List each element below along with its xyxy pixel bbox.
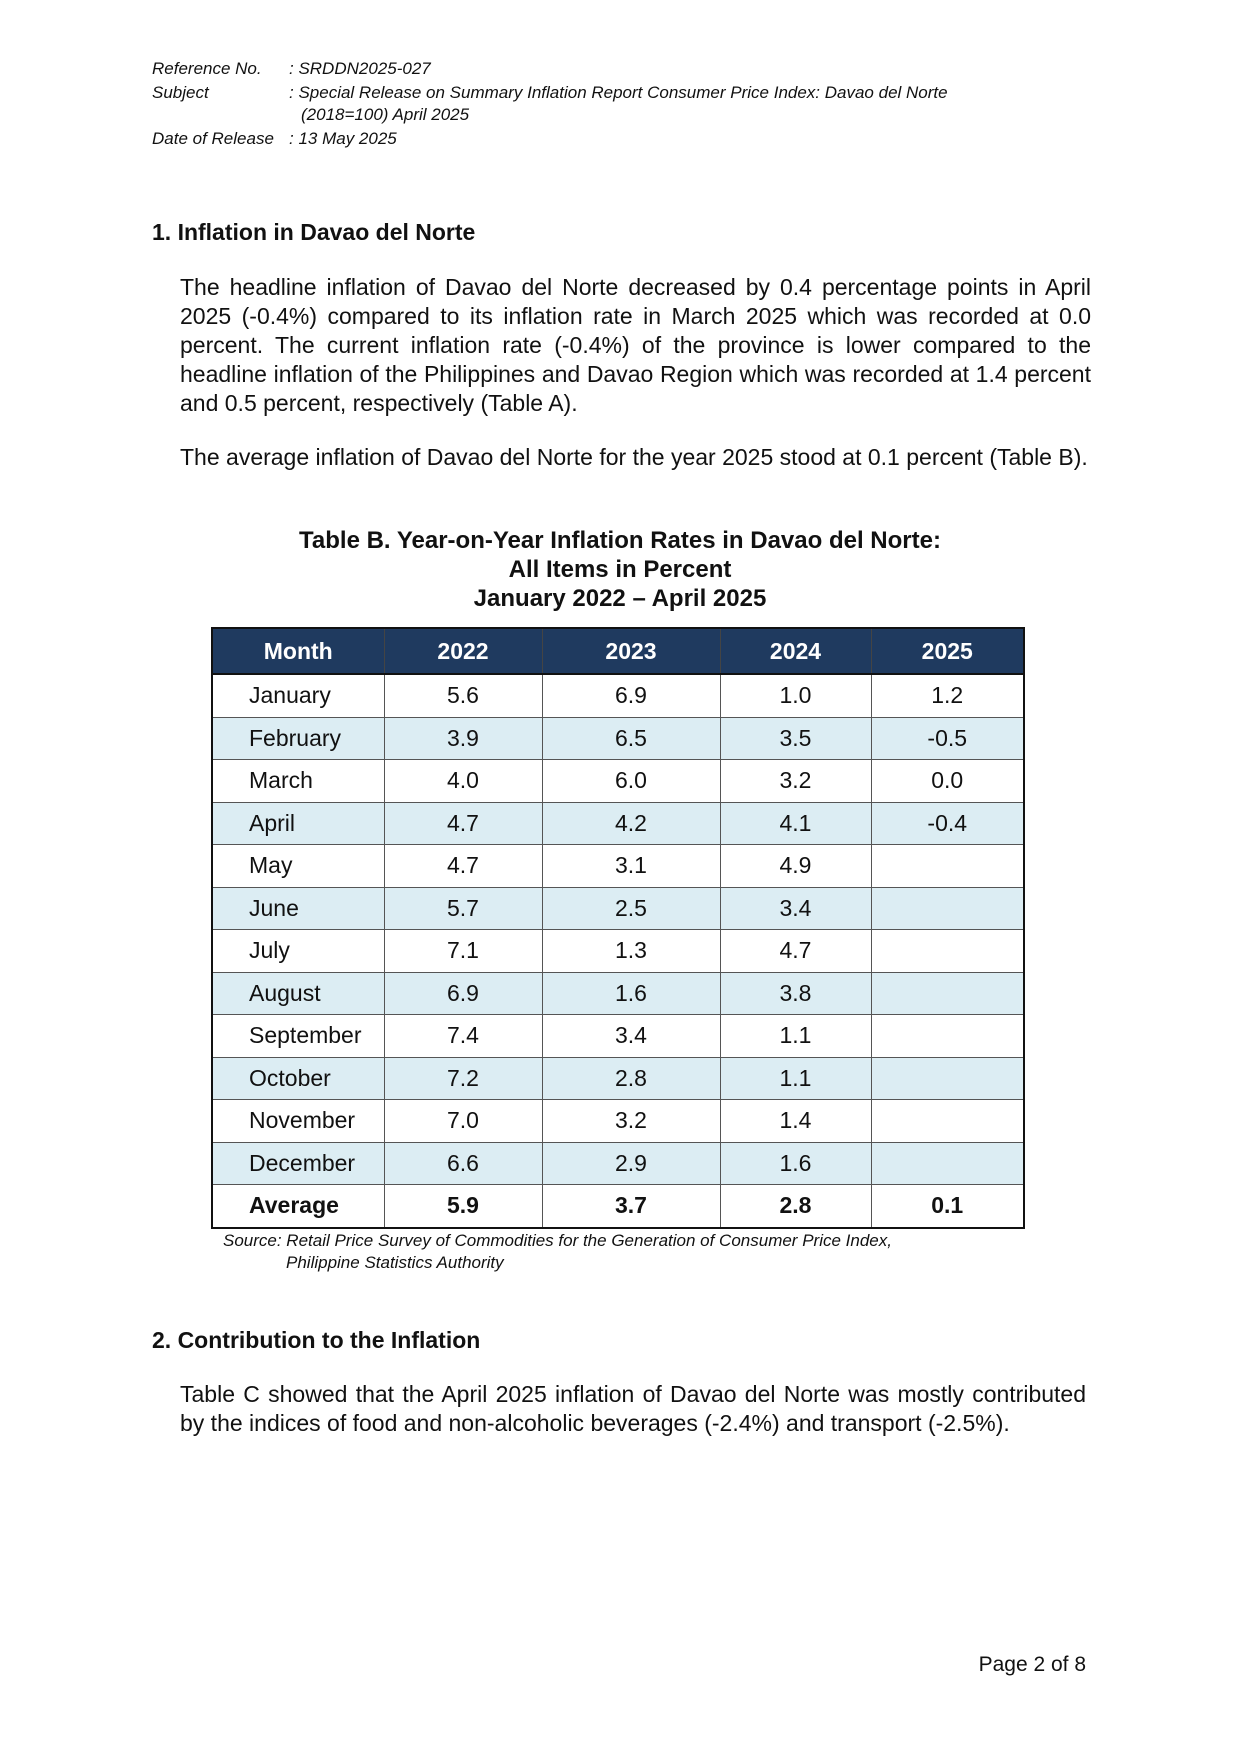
value-cell: 6.5	[542, 717, 720, 760]
subject-value-line2: (2018=100) April 2025	[301, 105, 470, 124]
value-cell: 7.0	[384, 1100, 542, 1143]
average-row	[212, 1185, 1024, 1228]
reference-row	[152, 58, 1049, 80]
value-cell	[871, 1015, 1024, 1058]
value-cell: 4.0	[384, 760, 542, 803]
value-cell: 1.1	[720, 1057, 871, 1100]
month-cell: May	[212, 845, 384, 888]
value-cell: 3.2	[542, 1100, 720, 1143]
month-cell: March	[212, 760, 384, 803]
month-cell: December	[212, 1142, 384, 1185]
reference-label: Reference No.	[152, 59, 262, 78]
value-cell: 1.3	[542, 930, 720, 973]
value-cell: 2.5	[542, 887, 720, 930]
table-row	[212, 887, 1024, 930]
release-value: : 13 May 2025	[289, 129, 397, 148]
value-cell: 1.6	[542, 972, 720, 1015]
header-2023: 2023	[542, 628, 720, 674]
value-cell: 4.7	[384, 845, 542, 888]
subject-value-line1: : Special Release on Summary Inflation Report Consumer Price Index: Davao del Norte	[289, 83, 948, 102]
value-cell: 5.9	[384, 1185, 542, 1228]
inflation-table	[211, 627, 1025, 1229]
table-row	[212, 1100, 1024, 1143]
source-line1: Source: Retail Price Survey of Commodities for the Generation of Consumer Price Index,	[223, 1231, 892, 1250]
value-cell: 1.4	[720, 1100, 871, 1143]
header-month: Month	[212, 628, 384, 674]
value-cell: 3.1	[542, 845, 720, 888]
value-cell: 2.8	[720, 1185, 871, 1228]
table-row	[212, 717, 1024, 760]
value-cell: 3.5	[720, 717, 871, 760]
header-2025: 2025	[871, 628, 1024, 674]
table-row	[212, 845, 1024, 888]
table-b-title-line1: Table B. Year-on-Year Inflation Rates in Davao del Norte:	[299, 527, 941, 554]
value-cell: 7.4	[384, 1015, 542, 1058]
value-cell: 1.1	[720, 1015, 871, 1058]
value-cell: 4.7	[720, 930, 871, 973]
month-cell: September	[212, 1015, 384, 1058]
reference-value: : SRDDN2025-027	[289, 59, 431, 78]
value-cell: 3.7	[542, 1185, 720, 1228]
table-body	[212, 674, 1024, 1228]
table-header-row	[212, 628, 1024, 674]
value-cell: -0.5	[871, 717, 1024, 760]
month-cell: February	[212, 717, 384, 760]
table-b-title-line3: January 2022 – April 2025	[473, 585, 767, 612]
table-row	[212, 972, 1024, 1015]
value-cell: 6.6	[384, 1142, 542, 1185]
table-row	[212, 802, 1024, 845]
value-cell	[871, 845, 1024, 888]
value-cell: 3.4	[720, 887, 871, 930]
value-cell	[871, 887, 1024, 930]
month-cell: April	[212, 802, 384, 845]
value-cell: 1.2	[871, 674, 1024, 717]
header-2024: 2024	[720, 628, 871, 674]
value-cell: 3.4	[542, 1015, 720, 1058]
value-cell: 5.7	[384, 887, 542, 930]
section1-para2: The average inflation of Davao del Norte for the year 2025 stood at 0.1 percent (Table B).	[180, 444, 1088, 470]
table-row	[212, 674, 1024, 717]
value-cell: 3.9	[384, 717, 542, 760]
value-cell: 5.6	[384, 674, 542, 717]
value-cell: 1.6	[720, 1142, 871, 1185]
table-b-title-line2: All Items in Percent	[508, 556, 732, 583]
value-cell: 4.9	[720, 845, 871, 888]
value-cell: 7.2	[384, 1057, 542, 1100]
section2-heading: 2. Contribution to the Inflation	[152, 1327, 481, 1353]
section1-para1: The headline inflation of Davao del Norte decreased by 0.4 percentage points in April 2025 (-0.4%) compared to its inflation rate in March 2025 which was recorded at 0.0 percent. The current inflation rate (-0.4%) of the province is lower compared to the headline inflation of the Philippines and Davao Region which was recorded at 1.4 percent and 0.5 percent, respectively (Table A).	[180, 274, 1091, 416]
release-row	[152, 128, 1049, 150]
document-meta	[152, 58, 1049, 150]
value-cell: 4.1	[720, 802, 871, 845]
month-cell: November	[212, 1100, 384, 1143]
subject-value	[289, 82, 1049, 126]
value-cell: 7.1	[384, 930, 542, 973]
value-cell: 2.8	[542, 1057, 720, 1100]
release-label: Date of Release	[152, 129, 274, 148]
value-cell	[871, 972, 1024, 1015]
header-2022: 2022	[384, 628, 542, 674]
month-cell: Average	[212, 1185, 384, 1228]
section1-heading: 1. Inflation in Davao del Norte	[152, 219, 476, 245]
value-cell	[871, 1100, 1024, 1143]
value-cell	[871, 930, 1024, 973]
table-row	[212, 930, 1024, 973]
value-cell: 6.9	[542, 674, 720, 717]
value-cell: 0.1	[871, 1185, 1024, 1228]
month-cell: July	[212, 930, 384, 973]
source-line2: Philippine Statistics Authority	[286, 1253, 504, 1272]
page-number: Page 2 of 8	[978, 1653, 1086, 1676]
section2-para1: Table C showed that the April 2025 inflation of Davao del Norte was mostly contributed by the indices of food and non-alcoholic beverages (-2.4%) and transport (-2.5%).	[180, 1381, 1086, 1436]
value-cell	[871, 1142, 1024, 1185]
value-cell: 1.0	[720, 674, 871, 717]
value-cell: 3.8	[720, 972, 871, 1015]
month-cell: January	[212, 674, 384, 717]
value-cell: 4.2	[542, 802, 720, 845]
value-cell: 4.7	[384, 802, 542, 845]
value-cell: 6.0	[542, 760, 720, 803]
month-cell: October	[212, 1057, 384, 1100]
value-cell: 2.9	[542, 1142, 720, 1185]
value-cell	[871, 1057, 1024, 1100]
table-row	[212, 760, 1024, 803]
value-cell: 6.9	[384, 972, 542, 1015]
table-b-title	[210, 526, 1030, 613]
month-cell: August	[212, 972, 384, 1015]
table-source	[223, 1230, 892, 1274]
table-row	[212, 1015, 1024, 1058]
subject-label: Subject	[152, 83, 209, 102]
value-cell: 3.2	[720, 760, 871, 803]
value-cell: 0.0	[871, 760, 1024, 803]
subject-row	[152, 82, 1049, 126]
table-row	[212, 1057, 1024, 1100]
month-cell: June	[212, 887, 384, 930]
value-cell: -0.4	[871, 802, 1024, 845]
table-row	[212, 1142, 1024, 1185]
